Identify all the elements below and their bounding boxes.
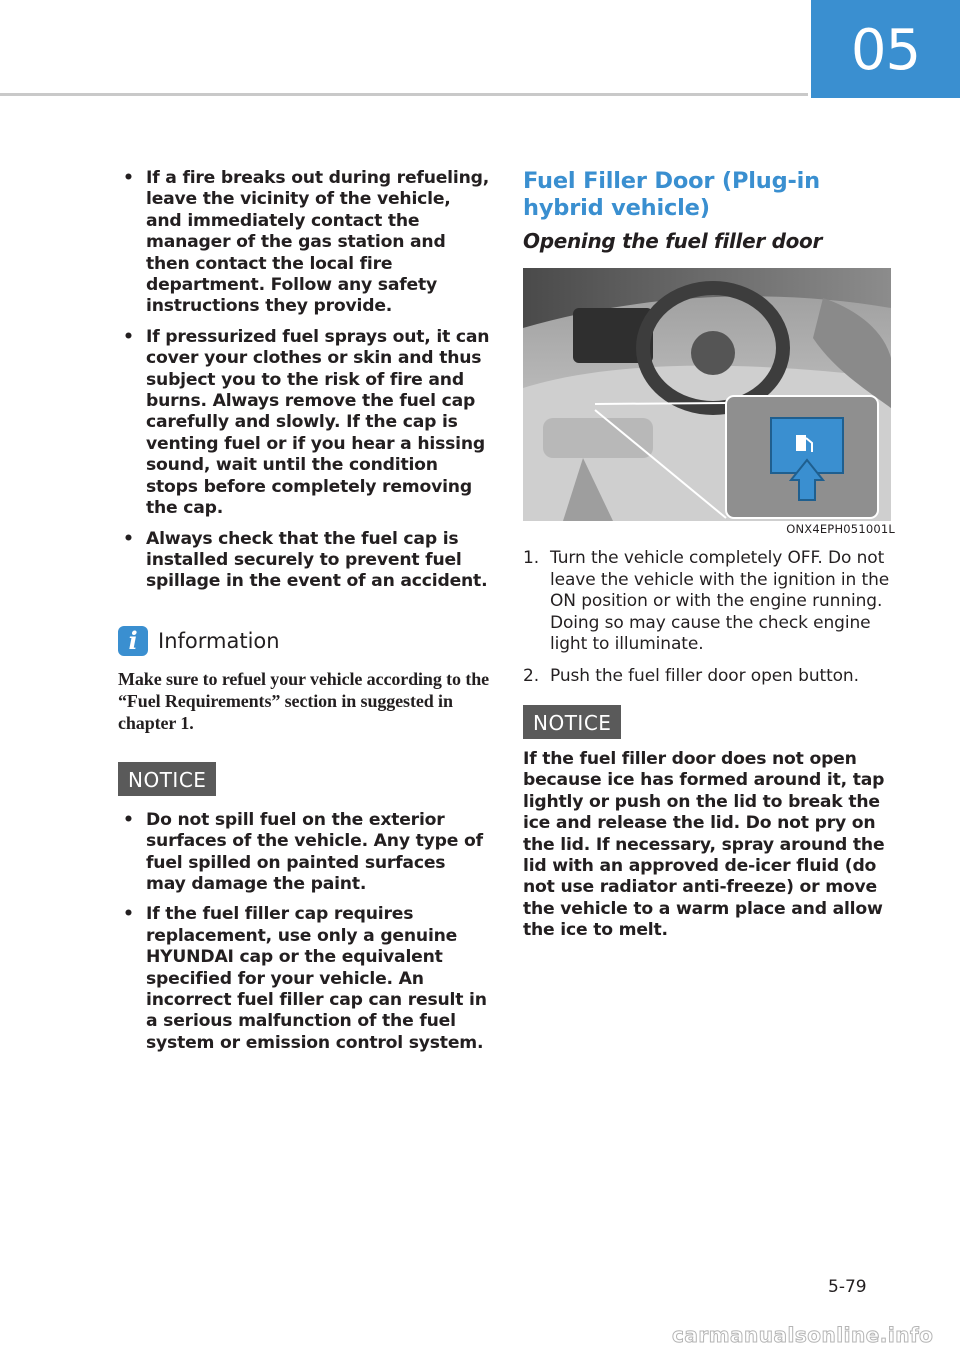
notice-item: • If the fuel filler cap requires replacement, use only a genuine HYUNDAI cap or the equivalent specified for your vehicle. An incorrect fuel filler cap can result in a serious malfunction of the fuel system or emission control system. bbox=[118, 904, 490, 1054]
information-heading bbox=[118, 626, 490, 656]
notice-badge: NOTICE bbox=[118, 762, 216, 796]
notice-block-left bbox=[118, 762, 490, 796]
notice-text: If the fuel filler door does not open because ice has formed around it, tap lightly or push on the lid to break the ice and release the lid. Do not pry on the lid. If necessary, spray around the lid with an approved de-icer fluid (do not use radiator anti-freeze) or move the vehicle to a warm place and allow the ice to melt. bbox=[523, 749, 885, 941]
dashboard-illustration bbox=[523, 268, 891, 521]
warning-item: • Always check that the fuel cap is installed securely to prevent fuel spillage in the event of an accident. bbox=[118, 529, 490, 593]
step-text: Turn the vehicle completely OFF. Do not leave the vehicle with the ignition in the ON position or with the engine running. Doing so may cause the check engine light to illuminate. bbox=[550, 548, 890, 654]
chapter-number: 05 bbox=[850, 18, 921, 83]
page-number: 5-79 bbox=[828, 1277, 867, 1297]
header-rule bbox=[0, 93, 808, 96]
figure-caption: ONX4EPH051001L bbox=[786, 522, 895, 536]
fuel-door-button-figure bbox=[523, 268, 891, 521]
right-column bbox=[523, 168, 895, 942]
notice-list bbox=[118, 810, 490, 1054]
warning-list bbox=[118, 168, 490, 593]
steps-list bbox=[523, 548, 895, 687]
step-number: 1. bbox=[523, 548, 540, 568]
info-icon: i bbox=[118, 626, 148, 656]
watermark-text: carmanualsonline.info bbox=[672, 1323, 934, 1347]
step-text: Push the fuel filler door open button. bbox=[550, 665, 859, 686]
information-title: Information bbox=[158, 628, 280, 653]
notice-block-right bbox=[523, 705, 895, 739]
step-item bbox=[523, 666, 895, 688]
chapter-tab bbox=[811, 0, 960, 98]
section-title: Fuel Filler Door (Plug-in hybrid vehicle) bbox=[523, 168, 820, 221]
notice-badge: NOTICE bbox=[523, 705, 621, 739]
left-column bbox=[118, 168, 490, 1063]
warning-item: • If a fire breaks out during refueling, leave the vicinity of the vehicle, and immediately contact the manager of the gas station and then contact the local fire department. Follow any safety instructions they provide. bbox=[118, 168, 490, 318]
watermark-logo bbox=[0, 1318, 960, 1352]
step-number: 2. bbox=[523, 665, 540, 686]
information-body: Make sure to refuel your vehicle according to the “Fuel Requirements” section in suggested in chapter 1. bbox=[118, 668, 490, 733]
step-item bbox=[523, 548, 895, 656]
subsection-title: Opening the fuel filler door bbox=[523, 229, 823, 253]
warning-item: • If pressurized fuel sprays out, it can cover your clothes or skin and thus subject you to the risk of fire and burns. Always remove the fuel cap carefully and slowly. If the cap is venting fuel or if you hear a hissing sound, wait until the condition stops before completely removing the cap. bbox=[118, 327, 490, 520]
notice-item: • Do not spill fuel on the exterior surfaces of the vehicle. Any type of fuel spilled on painted surfaces may damage the paint. bbox=[118, 810, 490, 896]
